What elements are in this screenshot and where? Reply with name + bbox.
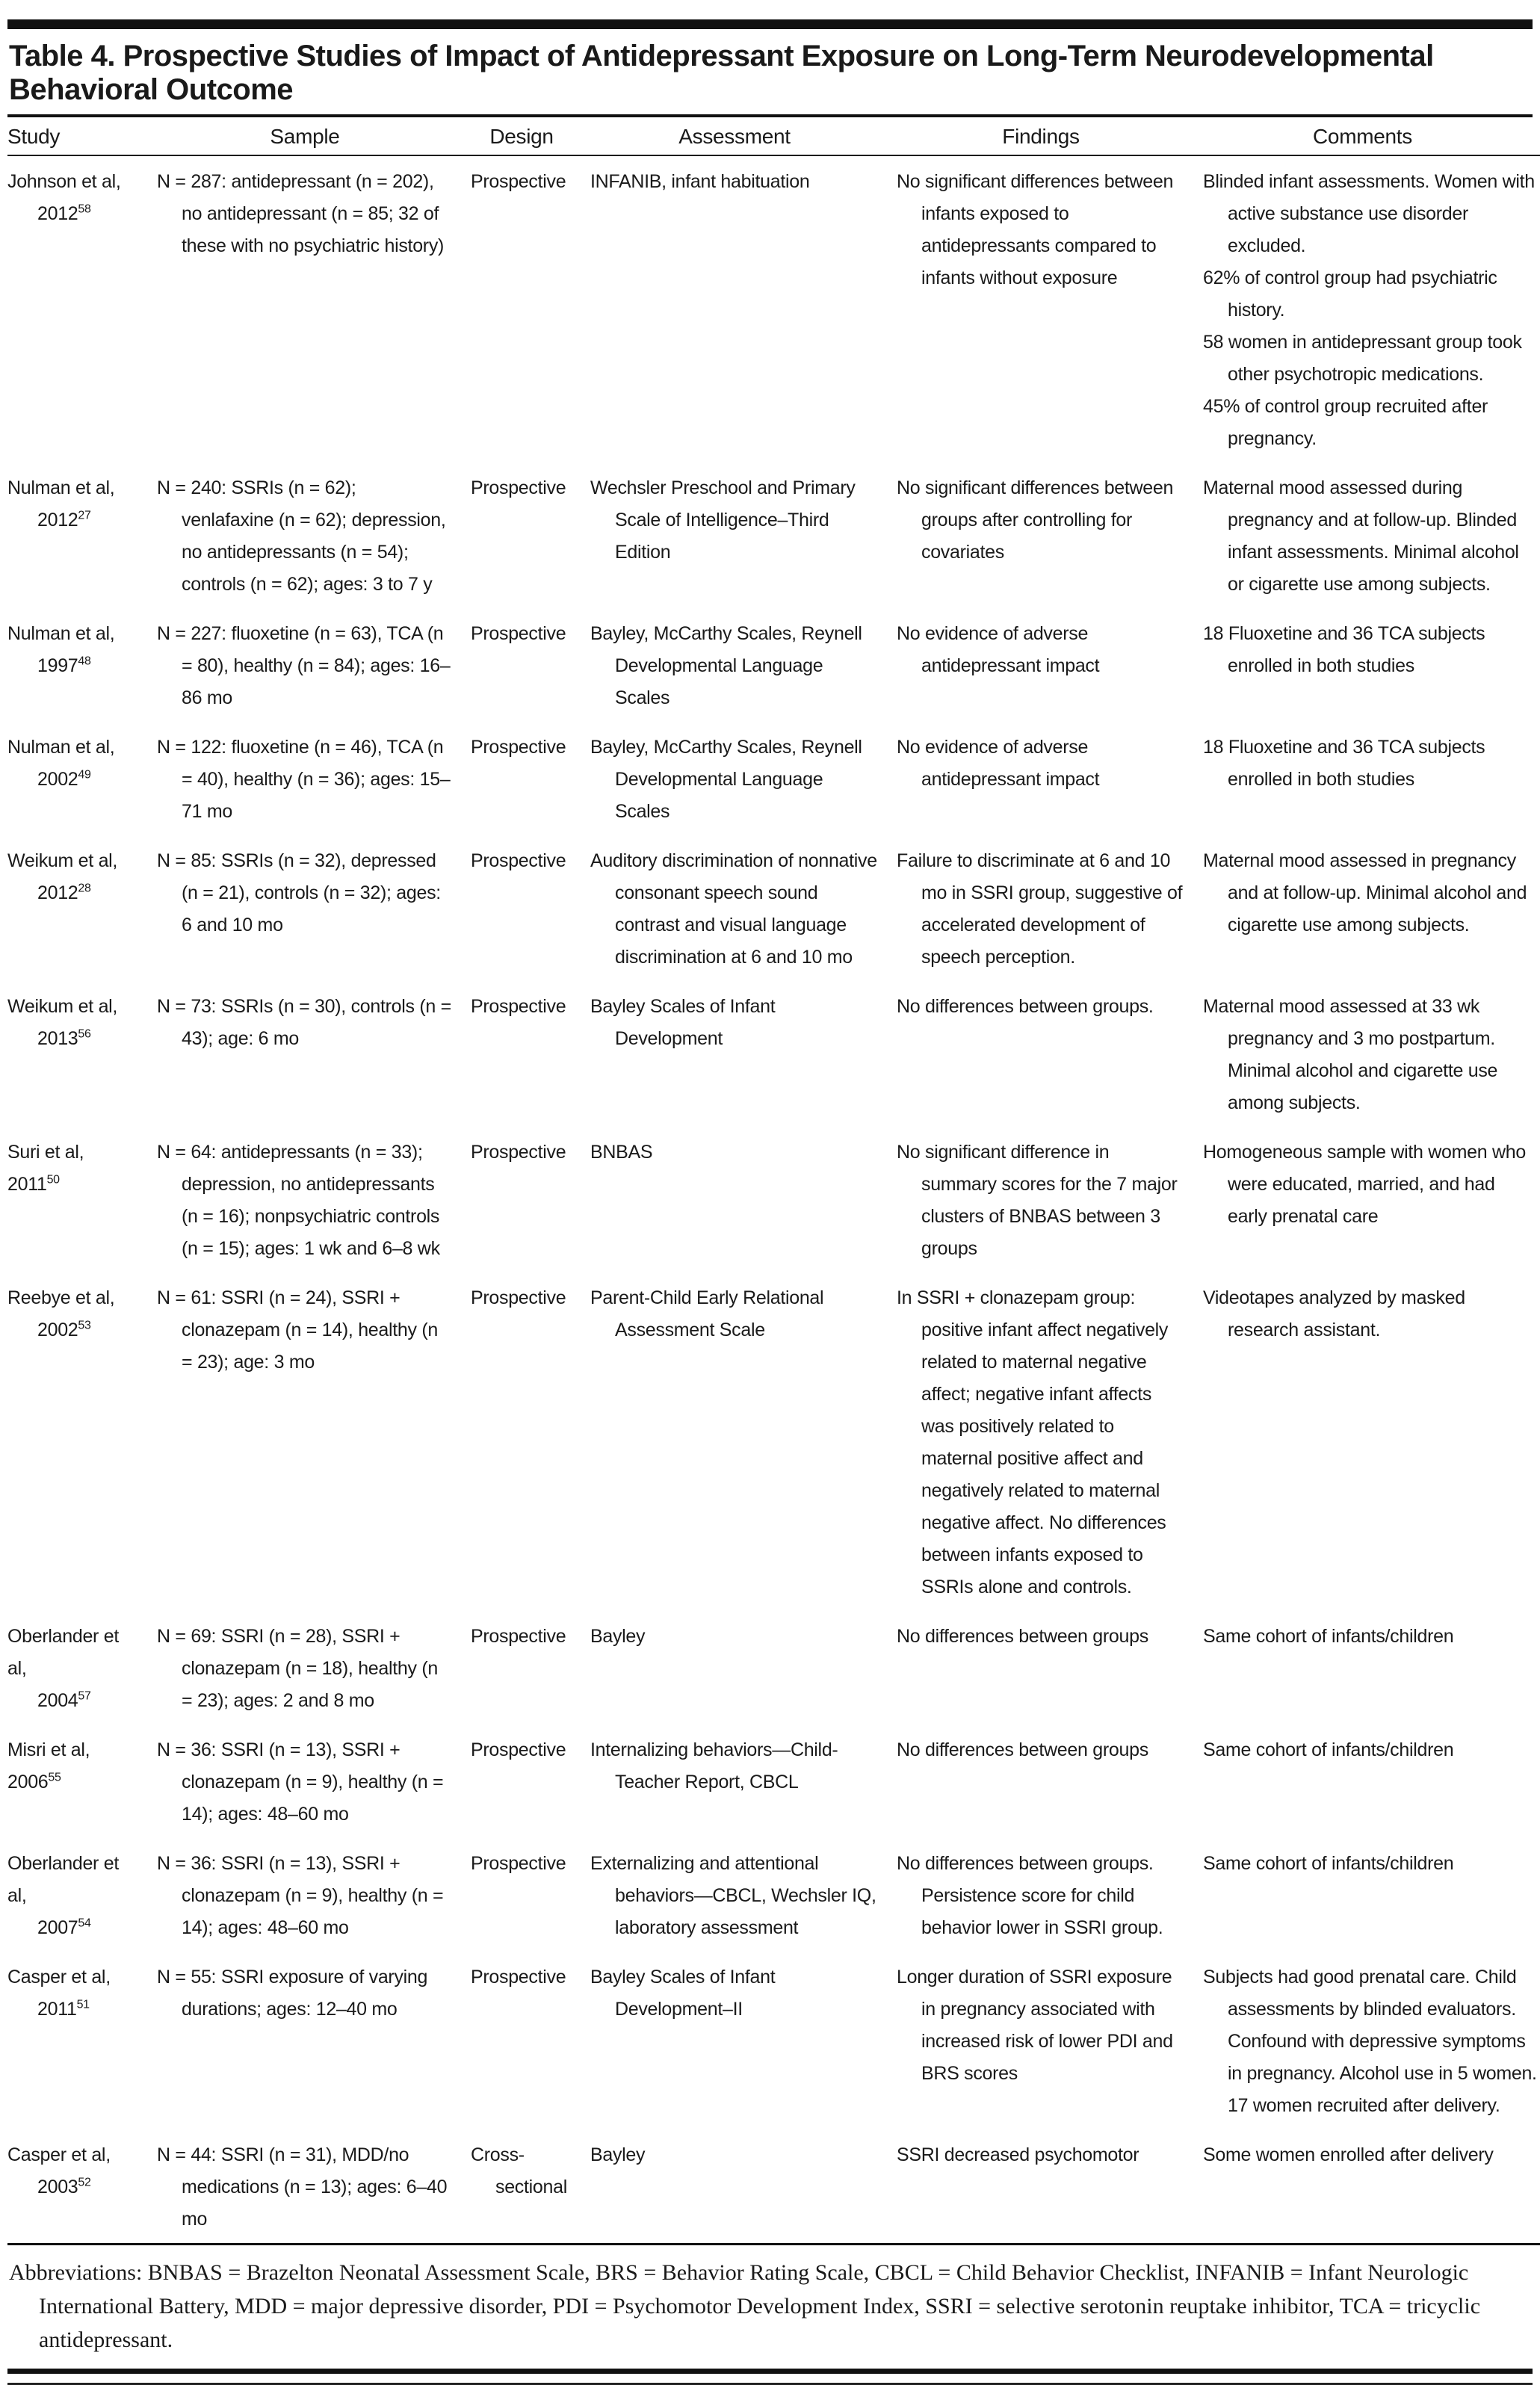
reference-superscript: 50 <box>46 1173 60 1187</box>
assessment-text: Bayley <box>590 2144 646 2165</box>
assessment-cell <box>590 463 897 608</box>
assessment-text: Bayley, McCarthy Scales, Reynell Developmental Language Scales <box>590 623 862 708</box>
sample-text: N = 227: fluoxetine (n = 63), TCA (n = 80), healthy (n = 84); ages: 16–86 mo <box>157 623 451 708</box>
comments-paragraph: 18 Fluoxetine and 36 TCA subjects enrolled in both studies <box>1203 737 1485 790</box>
reference-superscript: 49 <box>78 768 91 782</box>
findings-cell <box>897 463 1203 608</box>
study-author: Oberlander et al, <box>7 1853 119 1906</box>
assessment-text: Auditory discrimination of nonnative consonant speech sound contrast and visual language discrimination at 6 and 10 mo <box>590 850 877 968</box>
assessment-text: Wechsler Preschool and Primary Scale of Intelligence–Third Edition <box>590 477 856 563</box>
sample-cell <box>157 835 471 981</box>
findings-text: No evidence of adverse antidepressant impact <box>897 737 1100 790</box>
assessment-text: BNBAS <box>590 1142 653 1163</box>
reference-superscript: 55 <box>48 1771 61 1784</box>
comments-paragraph: Subjects had good prenatal care. Child assessments by blinded evaluators. Confound with depressive symptoms in pregnancy. Alcohol use in 5 women. 17 women recruited after delivery. <box>1203 1967 1537 2116</box>
findings-text: No evidence of adverse antidepressant impact <box>897 623 1100 676</box>
study-row <box>7 722 1540 835</box>
sample-cell <box>157 1724 471 1838</box>
assessment-text: Bayley <box>590 1626 646 1647</box>
comments-paragraph: Maternal mood assessed during pregnancy and at follow-up. Blinded infant assessments. Minimal alcohol or cigarette use among subjects. <box>1203 477 1519 595</box>
study-author: Nulman et al, <box>7 737 115 758</box>
comments-cell <box>1203 155 1540 463</box>
study-cell <box>7 155 157 463</box>
comments-cell <box>1203 1952 1540 2129</box>
study-year: 2007$^{54}$ <box>37 1917 91 1938</box>
comments-paragraph: 18 Fluoxetine and 36 TCA subjects enrolled in both studies <box>1203 623 1485 676</box>
study-cell <box>7 608 157 722</box>
column-header-study: Study <box>7 117 157 155</box>
comments-cell <box>1203 463 1540 608</box>
study-cell <box>7 722 157 835</box>
header-row <box>7 117 1540 155</box>
study-cell <box>7 835 157 981</box>
assessment-cell <box>590 1724 897 1838</box>
study-year: 2012$^{28}$ <box>37 882 91 903</box>
study-author: Misri et al, 2006$^{55}$ <box>7 1739 90 1792</box>
sample-cell <box>157 1611 471 1724</box>
design-text: Cross-sectional <box>471 2144 567 2197</box>
table-body <box>7 155 1540 2245</box>
assessment-text: Bayley, McCarthy Scales, Reynell Developmental Language Scales <box>590 737 862 822</box>
sample-text: N = 73: SSRIs (n = 30), controls (n = 43); age: 6 mo <box>157 996 451 1049</box>
study-year: 2002$^{53}$ <box>37 1319 91 1340</box>
design-text: Prospective <box>471 1739 566 1760</box>
reference-superscript: 28 <box>78 882 91 895</box>
top-rule <box>7 19 1533 29</box>
comments-cell <box>1203 1272 1540 1611</box>
findings-text: No significant differences between infants exposed to antidepressants compared to infants without exposure <box>897 171 1174 288</box>
comments-cell <box>1203 608 1540 722</box>
findings-cell <box>897 1724 1203 1838</box>
findings-cell <box>897 2129 1203 2245</box>
findings-text: In SSRI + clonazepam group: positive infant affect negatively related to maternal negative affect; negative infant affects was positively related to maternal positive affect and negatively related to maternal negative affect. No differences between infants exposed to SSRIs alone and controls. <box>897 1287 1169 1597</box>
table-title: Table 4. Prospective Studies of Impact of Antidepressant Exposure on Long-Term Neurodevelopmental Behavioral Outcome <box>7 29 1533 117</box>
column-header-assessment: Assessment <box>590 117 897 155</box>
assessment-cell <box>590 1952 897 2129</box>
comments-paragraph: Homogeneous sample with women who were educated, married, and had early prenatal care <box>1203 1142 1526 1227</box>
design-cell <box>471 1724 590 1838</box>
sample-text: N = 36: SSRI (n = 13), SSRI + clonazepam (n = 9), healthy (n = 14); ages: 48–60 mo <box>157 1739 444 1825</box>
comments-paragraph: 45% of control group recruited after pregnancy. <box>1203 396 1488 449</box>
findings-cell <box>897 1838 1203 1952</box>
design-text: Prospective <box>471 1967 566 1987</box>
findings-cell <box>897 608 1203 722</box>
findings-text: Failure to discriminate at 6 and 10 mo in SSRI group, suggestive of accelerated development of speech perception. <box>897 850 1183 968</box>
sample-cell <box>157 463 471 608</box>
comments-paragraph: Some women enrolled after delivery <box>1203 2144 1494 2165</box>
study-year: 2013$^{56}$ <box>37 1027 91 1049</box>
findings-cell <box>897 722 1203 835</box>
design-text: Prospective <box>471 1287 566 1308</box>
sample-cell <box>157 2129 471 2245</box>
design-cell <box>471 2129 590 2245</box>
column-header-findings: Findings <box>897 117 1203 155</box>
study-year: 2003$^{52}$ <box>37 2176 91 2197</box>
study-cell <box>7 1272 157 1611</box>
findings-text: No differences between groups. Persistence score for child behavior lower in SSRI group. <box>897 1853 1163 1938</box>
design-text: Prospective <box>471 1142 566 1163</box>
comments-paragraph: 62% of control group had psychiatric history. <box>1203 267 1497 321</box>
comments-cell <box>1203 1127 1540 1272</box>
study-year: 2012$^{27}$ <box>37 509 91 530</box>
design-text: Prospective <box>471 477 566 498</box>
reference-superscript: 52 <box>78 2176 91 2189</box>
reference-superscript: 54 <box>78 1917 91 1930</box>
sample-cell <box>157 1952 471 2129</box>
sample-text: N = 64: antidepressants (n = 33); depression, no antidepressants (n = 16); nonpsychiatric controls (n = 15); ages: 1 wk and 6–8 wk <box>157 1142 440 1259</box>
study-author: Johnson et al, <box>7 171 121 192</box>
column-header-design: Design <box>471 117 590 155</box>
study-row <box>7 1611 1540 1724</box>
assessment-text: Bayley Scales of Infant Development–II <box>590 1967 776 2020</box>
study-author: Nulman et al, <box>7 623 115 644</box>
comments-cell <box>1203 1838 1540 1952</box>
sample-text: N = 55: SSRI exposure of varying durations; ages: 12–40 mo <box>157 1967 428 2020</box>
assessment-text: Internalizing behaviors—Child-Teacher Report, CBCL <box>590 1739 838 1792</box>
comments-cell <box>1203 2129 1540 2245</box>
study-cell <box>7 1952 157 2129</box>
sample-cell <box>157 1127 471 1272</box>
reference-superscript: 58 <box>78 202 91 216</box>
comments-cell <box>1203 1611 1540 1724</box>
study-cell <box>7 981 157 1127</box>
table-header <box>7 117 1540 155</box>
comments-cell <box>1203 1724 1540 1838</box>
study-cell <box>7 1724 157 1838</box>
findings-text: No significant difference in summary scores for the 7 major clusters of BNBAS between 3 groups <box>897 1142 1178 1259</box>
sample-text: N = 69: SSRI (n = 28), SSRI + clonazepam (n = 18), healthy (n = 23); ages: 2 and 8 mo <box>157 1626 438 1711</box>
study-year: 1997$^{48}$ <box>37 655 91 676</box>
study-row <box>7 2129 1540 2245</box>
assessment-text: INFANIB, infant habituation <box>590 171 810 192</box>
study-year: 2002$^{49}$ <box>37 768 91 790</box>
comments-paragraph: Videotapes analyzed by masked research assistant. <box>1203 1287 1465 1340</box>
study-row <box>7 608 1540 722</box>
reference-superscript: 48 <box>78 655 91 668</box>
sample-text: N = 61: SSRI (n = 24), SSRI + clonazepam (n = 14), healthy (n = 23); age: 3 mo <box>157 1287 438 1373</box>
comments-paragraph: Blinded infant assessments. Women with active substance use disorder excluded. <box>1203 171 1535 256</box>
study-author: Casper et al, <box>7 1967 111 1987</box>
sample-cell <box>157 1838 471 1952</box>
design-cell <box>471 835 590 981</box>
comments-paragraph: Maternal mood assessed in pregnancy and at follow-up. Minimal alcohol and cigarette use among subjects. <box>1203 850 1527 935</box>
comments-cell <box>1203 722 1540 835</box>
column-header-sample: Sample <box>157 117 471 155</box>
design-text: Prospective <box>471 623 566 644</box>
study-year: 2012$^{58}$ <box>37 202 91 224</box>
sample-cell <box>157 1272 471 1611</box>
study-row <box>7 1272 1540 1611</box>
design-text: Prospective <box>471 1626 566 1647</box>
sample-text: N = 36: SSRI (n = 13), SSRI + clonazepam (n = 9), healthy (n = 14); ages: 48–60 mo <box>157 1853 444 1938</box>
study-cell <box>7 1127 157 1272</box>
comments-paragraph: Maternal mood assessed at 33 wk pregnancy and 3 mo postpartum. Minimal alcohol and cigarette use among subjects. <box>1203 996 1498 1113</box>
assessment-cell <box>590 2129 897 2245</box>
design-cell <box>471 1127 590 1272</box>
study-author: Nulman et al, <box>7 477 115 498</box>
design-cell <box>471 1611 590 1724</box>
study-row <box>7 1838 1540 1952</box>
study-row <box>7 1724 1540 1838</box>
comments-paragraph: Same cohort of infants/children <box>1203 1739 1454 1760</box>
study-author: Suri et al, 2011$^{50}$ <box>7 1142 84 1195</box>
design-cell <box>471 981 590 1127</box>
assessment-text: Externalizing and attentional behaviors—CBCL, Wechsler IQ, laboratory assessment <box>590 1853 876 1938</box>
assessment-text: Parent-Child Early Relational Assessment Scale <box>590 1287 824 1340</box>
assessment-cell <box>590 1611 897 1724</box>
comments-cell <box>1203 835 1540 981</box>
study-row <box>7 1952 1540 2129</box>
findings-cell <box>897 1127 1203 1272</box>
findings-cell <box>897 155 1203 463</box>
sample-cell <box>157 155 471 463</box>
assessment-cell <box>590 608 897 722</box>
reference-superscript: 57 <box>78 1689 91 1703</box>
comments-paragraph: Same cohort of infants/children <box>1203 1626 1454 1647</box>
sample-text: N = 85: SSRIs (n = 32), depressed (n = 21), controls (n = 32); ages: 6 and 10 mo <box>157 850 441 935</box>
findings-cell <box>897 1952 1203 2129</box>
sample-text: N = 44: SSRI (n = 31), MDD/no medications (n = 13); ages: 6–40 mo <box>157 2144 448 2230</box>
reference-superscript: 27 <box>78 509 91 522</box>
design-text: Prospective <box>471 171 566 192</box>
design-cell <box>471 463 590 608</box>
sample-cell <box>157 608 471 722</box>
findings-cell <box>897 981 1203 1127</box>
study-cell <box>7 463 157 608</box>
study-row <box>7 463 1540 608</box>
sample-text: N = 287: antidepressant (n = 202), no antidepressant (n = 85; 32 of these with no psychiatric history) <box>157 171 445 256</box>
study-cell <box>7 1838 157 1952</box>
reference-superscript: 51 <box>76 1998 90 2011</box>
study-author: Weikum et al, <box>7 996 118 1017</box>
study-year: 2004$^{57}$ <box>37 1689 91 1711</box>
study-row <box>7 835 1540 981</box>
design-text: Prospective <box>471 1853 566 1874</box>
sample-cell <box>157 981 471 1127</box>
findings-cell <box>897 835 1203 981</box>
design-text: Prospective <box>471 850 566 871</box>
comments-paragraph: 58 women in antidepressant group took other psychotropic medications. <box>1203 332 1522 385</box>
reference-superscript: 53 <box>78 1319 91 1332</box>
assessment-cell <box>590 155 897 463</box>
comments-cell <box>1203 981 1540 1127</box>
findings-text: No differences between groups <box>897 1739 1148 1760</box>
abbreviations-footnote: Abbreviations: BNBAS = Brazelton Neonatal Assessment Scale, BRS = Behavior Rating Scale, CBCL = Child Behavior Checklist, INFANIB = Infant Neurologic International Battery, MDD = major depressive disorder, PDI = Psychomotor Development Index, SSRI = selective serotonin reuptake inhibitor, TCA = tricyclic antidepressant. <box>7 2245 1533 2374</box>
design-cell <box>471 155 590 463</box>
sample-cell <box>157 722 471 835</box>
study-author: Reebye et al, <box>7 1287 115 1308</box>
design-cell <box>471 1272 590 1611</box>
design-cell <box>471 608 590 722</box>
study-row <box>7 1127 1540 1272</box>
assessment-cell <box>590 1838 897 1952</box>
study-author: Weikum et al, <box>7 850 118 871</box>
assessment-cell <box>590 1127 897 1272</box>
findings-text: SSRI decreased psychomotor <box>897 2144 1139 2165</box>
study-cell <box>7 2129 157 2245</box>
comments-paragraph: Same cohort of infants/children <box>1203 1853 1454 1874</box>
assessment-cell <box>590 722 897 835</box>
design-cell <box>471 1838 590 1952</box>
sample-text: N = 240: SSRIs (n = 62); venlafaxine (n = 62); depression, no antidepressants (n = 54); controls (n = 62); ages: 3 to 7 y <box>157 477 446 595</box>
findings-text: No differences between groups <box>897 1626 1148 1647</box>
design-cell <box>471 1952 590 2129</box>
findings-cell <box>897 1611 1203 1724</box>
study-row <box>7 155 1540 463</box>
findings-text: Longer duration of SSRI exposure in pregnancy associated with increased risk of lower PDI and BRS scores <box>897 1967 1173 2084</box>
study-year: 2011$^{51}$ <box>37 1998 90 2020</box>
findings-cell <box>897 1272 1203 1611</box>
sample-text: N = 122: fluoxetine (n = 46), TCA (n = 40), healthy (n = 36); ages: 15–71 mo <box>157 737 451 822</box>
assessment-text: Bayley Scales of Infant Development <box>590 996 776 1049</box>
column-header-comments: Comments <box>1203 117 1540 155</box>
assessment-cell <box>590 1272 897 1611</box>
design-text: Prospective <box>471 996 566 1017</box>
assessment-cell <box>590 981 897 1127</box>
design-cell <box>471 722 590 835</box>
design-text: Prospective <box>471 737 566 758</box>
study-author: Casper et al, <box>7 2144 111 2165</box>
study-row <box>7 981 1540 1127</box>
findings-text: No differences between groups. <box>897 996 1154 1017</box>
reference-superscript: 56 <box>78 1027 91 1041</box>
study-cell <box>7 1611 157 1724</box>
studies-table <box>7 117 1540 2245</box>
study-author: Oberlander et al, <box>7 1626 119 1679</box>
assessment-cell <box>590 835 897 981</box>
findings-text: No significant differences between groups after controlling for covariates <box>897 477 1174 563</box>
